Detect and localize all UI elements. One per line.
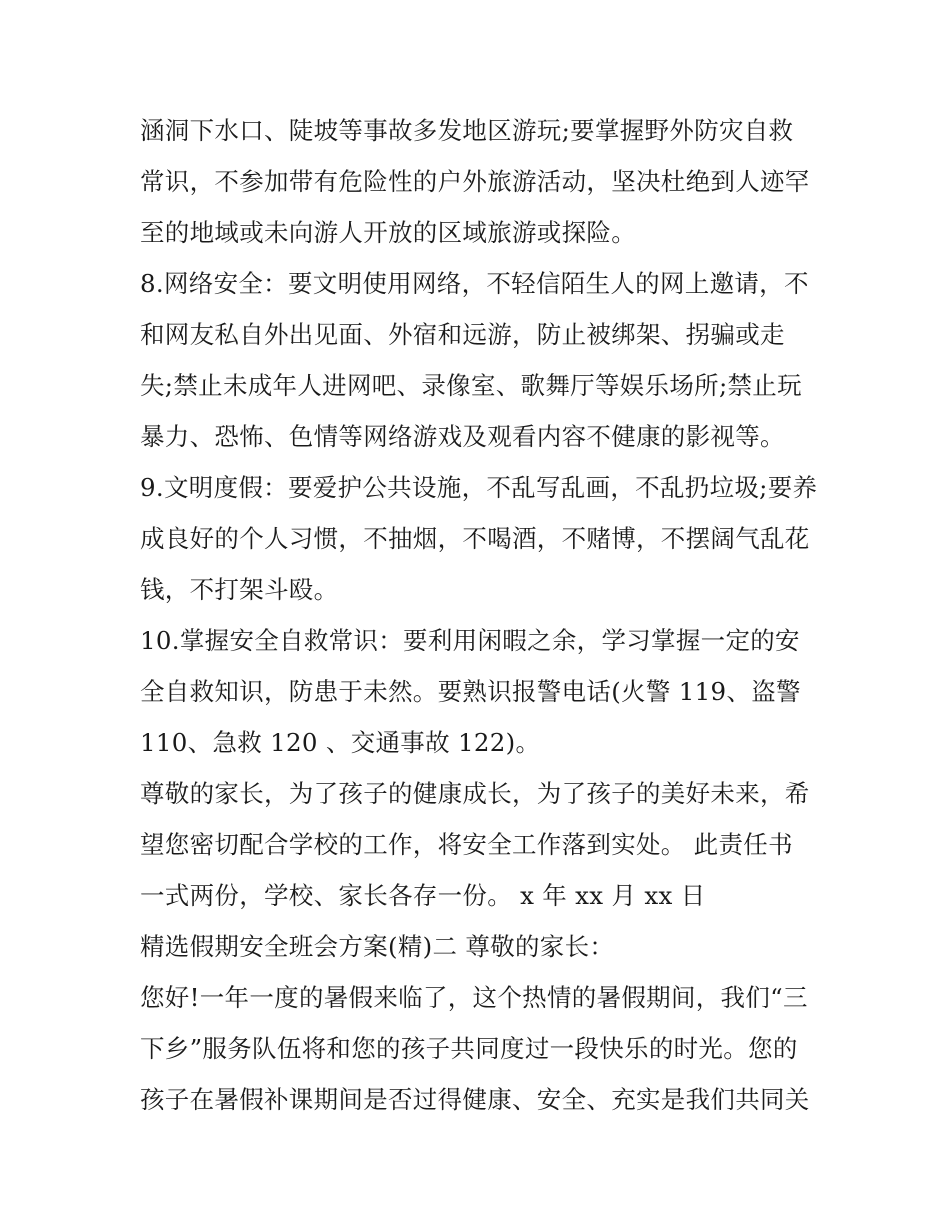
text-line: 下乡”服务队伍将和您的孩子共同度过一段快乐的时光。您的 [140,1034,798,1063]
text-line: 110、急救 120 、交通事故 122)。 [140,728,541,757]
text-line: 常识，不参加带有危险性的户外旅游活动，坚决杜绝到人迹罕 [140,167,810,196]
text-line: 成良好的个人习惯，不抽烟，不喝酒，不赌博，不摆阔气乱花 [140,524,810,553]
section-heading: 精选假期安全班会方案(精)二 尊敬的家长： [140,932,615,961]
text-line: 望您密切配合学校的工作，将安全工作落到实处。 此责任书 [140,830,793,859]
text-line: 全自救知识，防患于未然。要熟识报警电话(火警 119、盗警 [140,677,801,706]
text-line: 孩子在暑假补课期间是否过得健康、安全、充实是我们共同关 [140,1085,810,1114]
text-line: 至的地域或未向游人开放的区域旅游或探险。 [140,218,636,247]
text-line: 您好!一年一度的暑假来临了，这个热情的暑假期间，我们“三 [140,983,808,1012]
text-line: 暴力、恐怖、色情等网络游戏及观看内容不健康的影视等。 [140,422,785,451]
text-line: 和网友私自外出见面、外宿和远游，防止被绑架、拐骗或走 [140,320,785,349]
text-line: 9.文明度假：要爱护公共设施，不乱写乱画，不乱扔垃圾;要养 [140,473,818,502]
text-line: 钱，不打架斗殴。 [140,575,339,604]
text-line: 8.网络安全：要文明使用网络，不轻信陌生人的网上邀请，不 [140,269,809,298]
text-line: 尊敬的家长，为了孩子的健康成长，为了孩子的美好未来，希 [140,779,810,808]
text-line: 一式两份，学校、家长各存一份。 x 年 xx 月 xx 日 [140,881,706,910]
text-line: 失;禁止未成年人进网吧、录像室、歌舞厅等娱乐场所;禁止玩 [140,371,802,400]
text-line: 10.掌握安全自救常识：要利用闲暇之余，学习掌握一定的安 [140,626,800,655]
document-body [140,105,820,1125]
text-line: 涵洞下水口、陡坡等事故多发地区游玩;要掌握野外防灾自救 [140,116,794,145]
